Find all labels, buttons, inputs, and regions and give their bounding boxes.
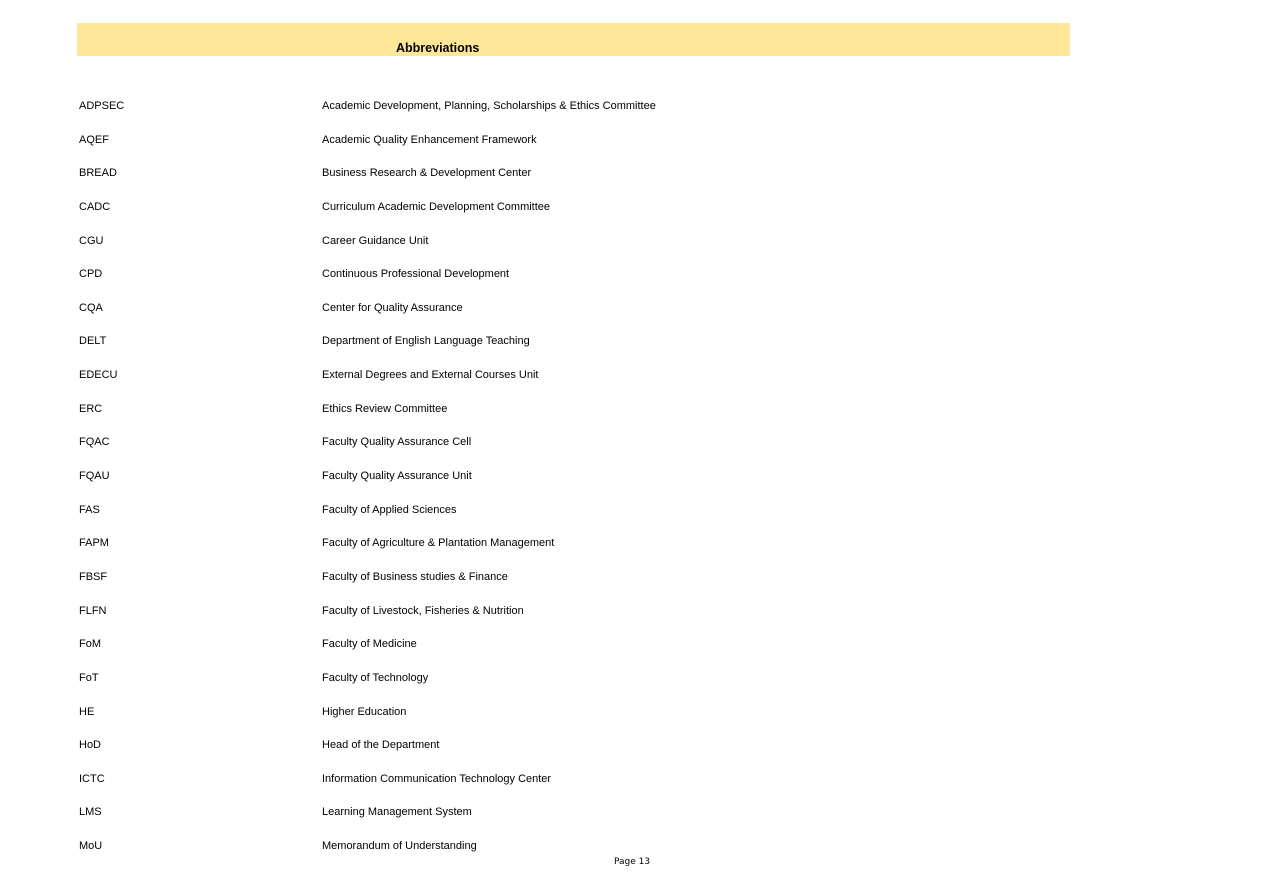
abbreviation-row <box>0 234 1100 268</box>
page-title: Abbreviations <box>396 41 480 55</box>
abbreviation-row <box>0 604 1100 638</box>
abbreviation-meaning: Center for Quality Assurance <box>322 301 463 314</box>
abbreviation-meaning: Faculty of Livestock, Fisheries & Nutrition <box>322 604 524 617</box>
abbreviation-row <box>0 166 1100 200</box>
abbreviation-row <box>0 772 1100 806</box>
abbreviation-code: ADPSEC <box>79 100 125 112</box>
page-number: Page 13 <box>614 857 651 867</box>
abbreviation-code: EDECU <box>79 369 118 382</box>
abbreviation-row <box>0 402 1100 436</box>
abbreviation-row <box>0 536 1100 570</box>
abbreviation-row <box>0 805 1100 839</box>
abbreviation-meaning: Faculty of Agriculture & Plantation Management <box>322 537 555 550</box>
abbreviation-row <box>0 301 1100 335</box>
abbreviation-row <box>0 99 1100 133</box>
abbreviation-code: FQAC <box>79 436 110 449</box>
abbreviation-list <box>0 99 1100 873</box>
abbreviation-code: HE <box>79 705 95 718</box>
abbreviation-code: MoU <box>79 840 103 853</box>
abbreviation-meaning: Faculty of Medicine <box>322 638 417 651</box>
abbreviation-code: BREAD <box>79 167 117 180</box>
abbreviation-row <box>0 435 1100 469</box>
abbreviation-row <box>0 705 1100 739</box>
abbreviation-meaning: Career Guidance Unit <box>322 234 429 247</box>
abbreviation-meaning: Department of English Language Teaching <box>322 335 530 348</box>
abbreviation-code: HoD <box>79 739 102 752</box>
abbreviation-meaning: Faculty of Business studies & Finance <box>322 570 508 583</box>
abbreviation-row <box>0 637 1100 671</box>
abbreviation-code: ERC <box>79 402 103 415</box>
abbreviation-meaning: Memorandum of Understanding <box>322 840 477 853</box>
abbreviation-code: DELT <box>79 335 107 348</box>
abbreviation-code: FAPM <box>79 537 109 550</box>
abbreviation-meaning: Ethics Review Committee <box>322 402 448 415</box>
abbreviation-row <box>0 200 1100 234</box>
abbreviation-meaning: Faculty Quality Assurance Cell <box>322 436 472 449</box>
abbreviation-code: AQEF <box>79 133 109 146</box>
abbreviation-code: ICTC <box>79 772 105 785</box>
abbreviation-meaning: Learning Management System <box>322 806 472 819</box>
abbreviation-row <box>0 671 1100 705</box>
abbreviation-meaning: Higher Education <box>322 705 407 718</box>
abbreviation-row <box>0 469 1100 503</box>
abbreviation-row <box>0 503 1100 537</box>
abbreviation-row <box>0 133 1100 167</box>
abbreviation-code: FBSF <box>79 570 108 583</box>
abbreviation-code: FLFN <box>79 604 107 617</box>
abbreviation-meaning: External Degrees and External Courses Unit <box>322 369 539 382</box>
abbreviation-meaning: Curriculum Academic Development Committee <box>322 200 551 213</box>
abbreviation-code: FoT <box>79 671 99 684</box>
abbreviation-code: CQA <box>79 301 103 314</box>
abbreviation-code: FoM <box>79 638 101 651</box>
abbreviation-meaning: Academic Development, Planning, Scholarships & Ethics Committee <box>322 100 656 112</box>
abbreviation-meaning: Business Research & Development Center <box>322 167 532 180</box>
abbreviation-meaning: Information Communication Technology Center <box>322 772 552 785</box>
abbreviation-code: CPD <box>79 268 103 281</box>
abbreviation-meaning: Academic Quality Enhancement Framework <box>322 133 537 146</box>
abbreviation-code: LMS <box>79 806 102 819</box>
abbreviation-row <box>0 334 1100 368</box>
abbreviation-row <box>0 738 1100 772</box>
abbreviation-row <box>0 839 1100 873</box>
header-band <box>77 23 1070 56</box>
abbreviation-code: FQAU <box>79 470 110 483</box>
abbreviation-code: CADC <box>79 200 111 213</box>
abbreviation-meaning: Head of the Department <box>322 739 440 752</box>
abbreviation-code: CGU <box>79 234 104 247</box>
abbreviation-meaning: Continuous Professional Development <box>322 268 510 281</box>
abbreviation-code: FAS <box>79 503 100 516</box>
abbreviation-meaning: Faculty of Technology <box>322 671 429 684</box>
abbreviation-row <box>0 570 1100 604</box>
abbreviation-meaning: Faculty Quality Assurance Unit <box>322 470 472 483</box>
abbreviation-row <box>0 368 1100 402</box>
abbreviation-meaning: Faculty of Applied Sciences <box>322 503 457 516</box>
abbreviation-row <box>0 267 1100 301</box>
